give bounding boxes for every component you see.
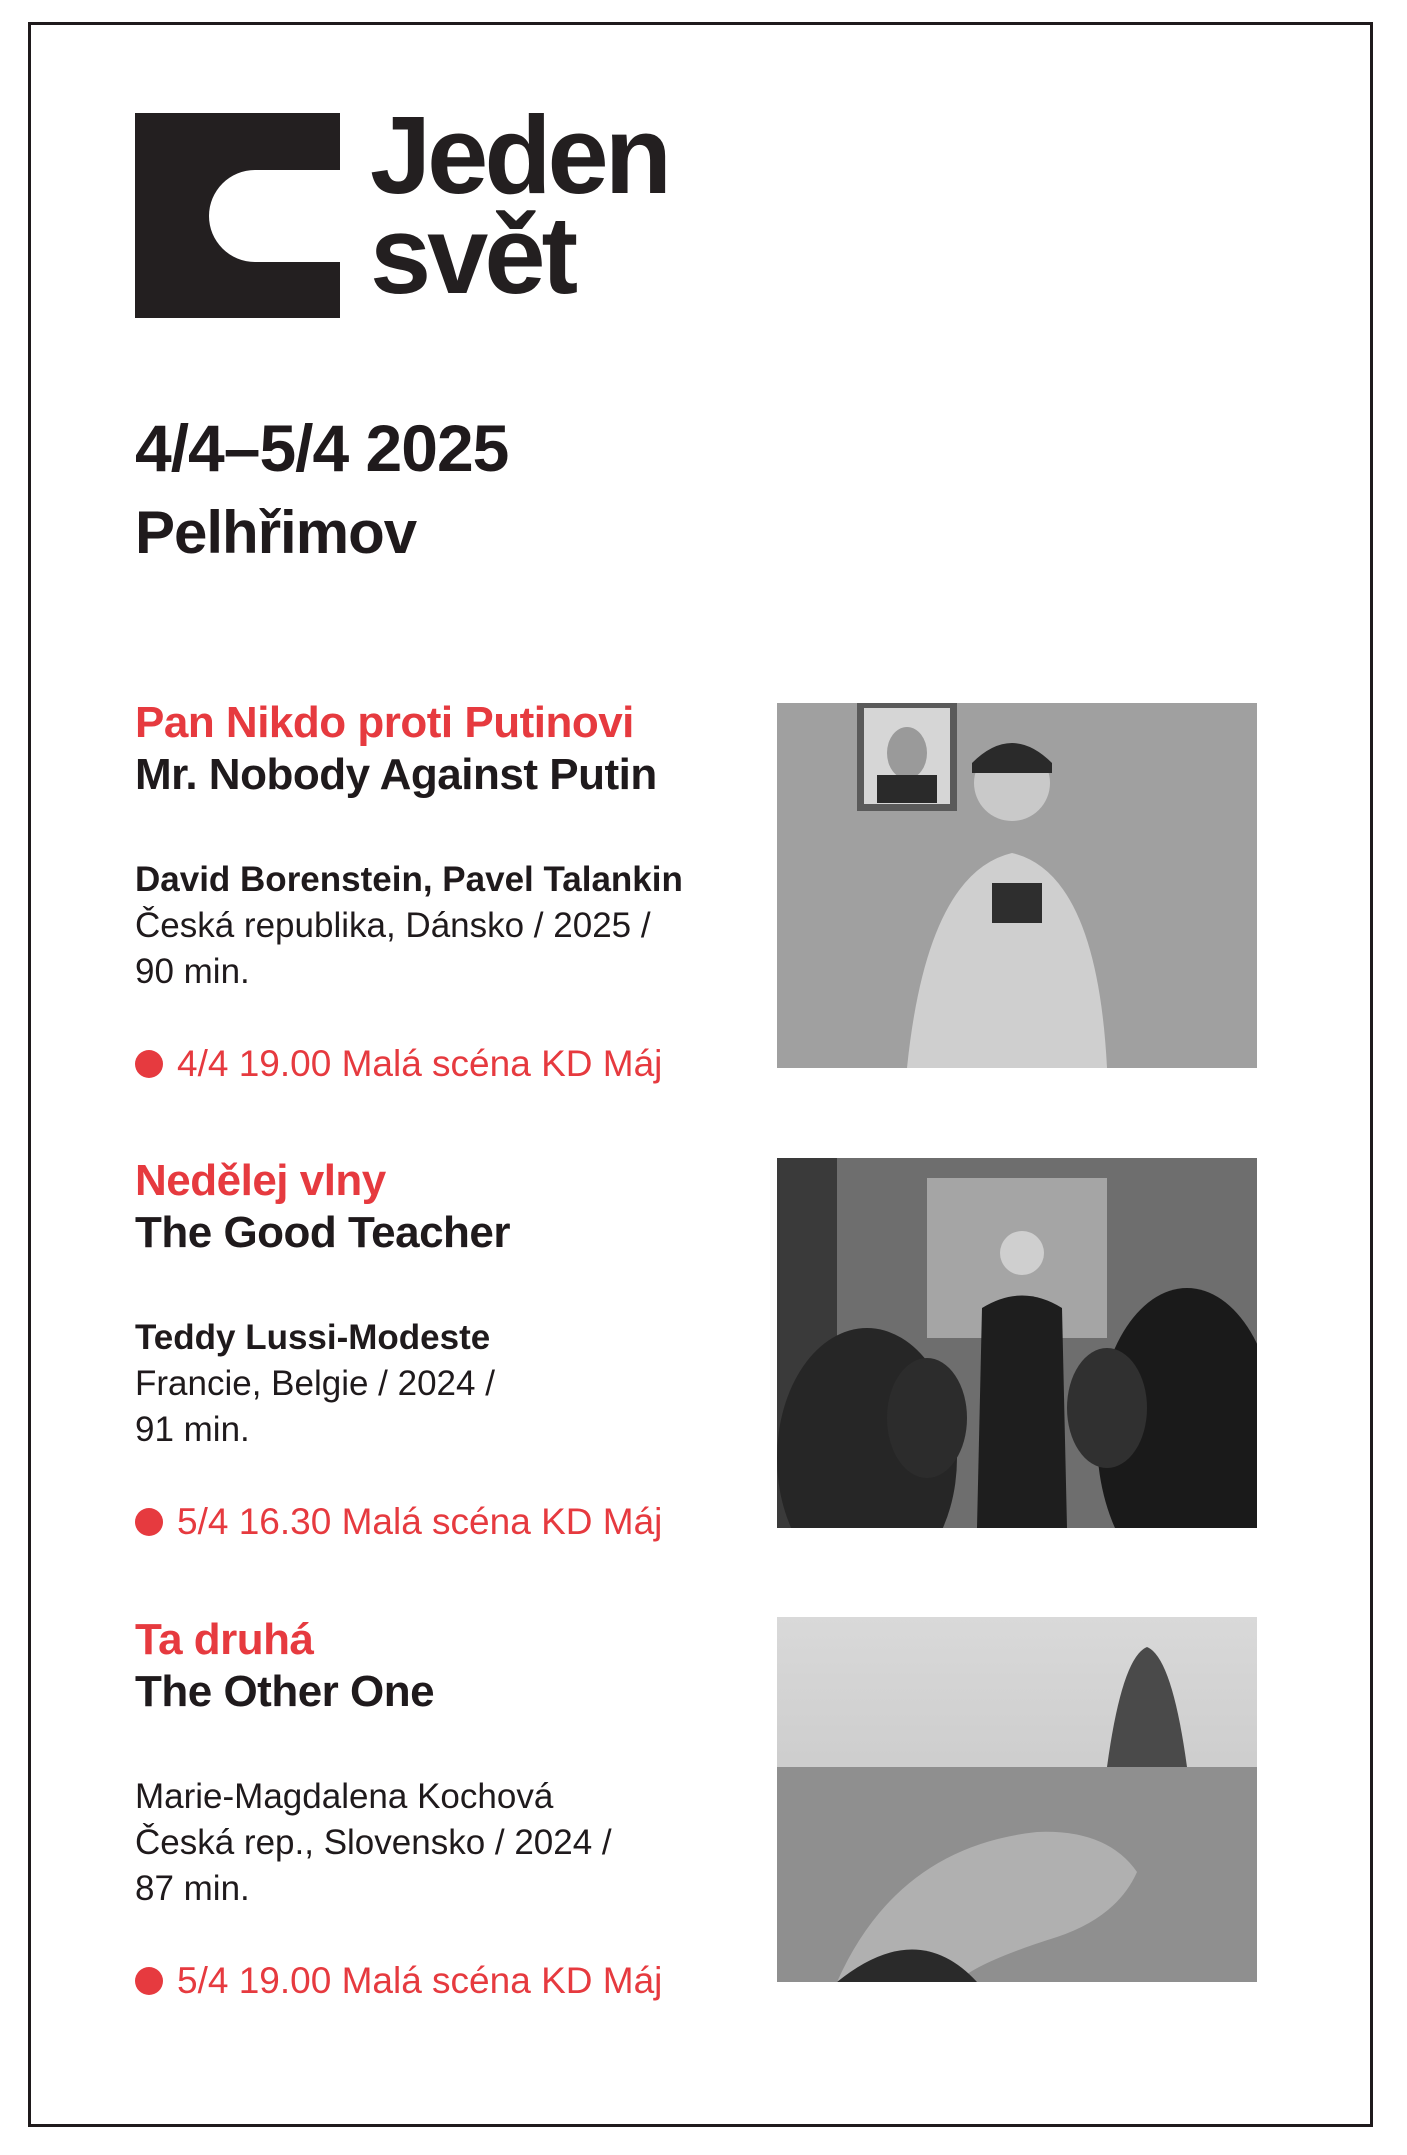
- film-title-en: The Good Teacher: [135, 1208, 511, 1257]
- film-still-photo: [777, 1158, 1257, 1528]
- film-meta: Česká republika, Dánsko / 2025 / 90 min.: [135, 906, 651, 991]
- screening-text: 5/4 19.00 Malá scéna KD Máj: [177, 1960, 663, 2001]
- screening-dot-icon: [135, 1508, 163, 1536]
- logo-line-2: svět: [370, 194, 575, 317]
- film-meta: Česká rep., Slovensko / 2024 / 87 min.: [135, 1823, 612, 1908]
- film-screening: [135, 1041, 755, 1087]
- film-entry: [135, 1155, 755, 1545]
- film-still-photo: [777, 1617, 1257, 1982]
- film-title-cz: Pan Nikdo proti Putinovi: [135, 698, 634, 747]
- logo-mark-cutout: [209, 170, 340, 262]
- film-directors: Marie-Magdalena Kochová: [135, 1777, 554, 1816]
- screening-dot-icon: [135, 1050, 163, 1078]
- film-meta: Francie, Belgie / 2024 / 91 min.: [135, 1364, 495, 1449]
- film-directors: Teddy Lussi-Modeste: [135, 1318, 491, 1357]
- film-directors: David Borenstein, Pavel Talankin: [135, 860, 683, 899]
- film-entry: [135, 1614, 755, 2004]
- film-title-en: The Other One: [135, 1667, 435, 1716]
- screening-dot-icon: [135, 1967, 163, 1995]
- film-entry: [135, 697, 755, 1087]
- logo-line-1: Jeden: [370, 94, 668, 217]
- film-title-cz: Ta druhá: [135, 1615, 314, 1664]
- film-still-2-image: [777, 1158, 1257, 1528]
- film-still-3-image: [777, 1617, 1257, 1982]
- film-title-en: Mr. Nobody Against Putin: [135, 750, 657, 799]
- screening-text: 4/4 19.00 Malá scéna KD Máj: [177, 1043, 663, 1084]
- event-city: Pelhřimov: [135, 499, 417, 566]
- screening-text: 5/4 16.30 Malá scéna KD Máj: [177, 1501, 663, 1542]
- film-title-cz: Nedělej vlny: [135, 1156, 386, 1205]
- film-screening: [135, 1499, 755, 1545]
- film-still-1-image: [777, 703, 1257, 1068]
- film-still-photo: [777, 703, 1257, 1068]
- film-screening: [135, 1958, 755, 2004]
- event-dates: 4/4–5/4 2025: [135, 411, 509, 485]
- logo-wordmark: [370, 94, 668, 317]
- jeden-svet-logo-mark: [135, 113, 340, 318]
